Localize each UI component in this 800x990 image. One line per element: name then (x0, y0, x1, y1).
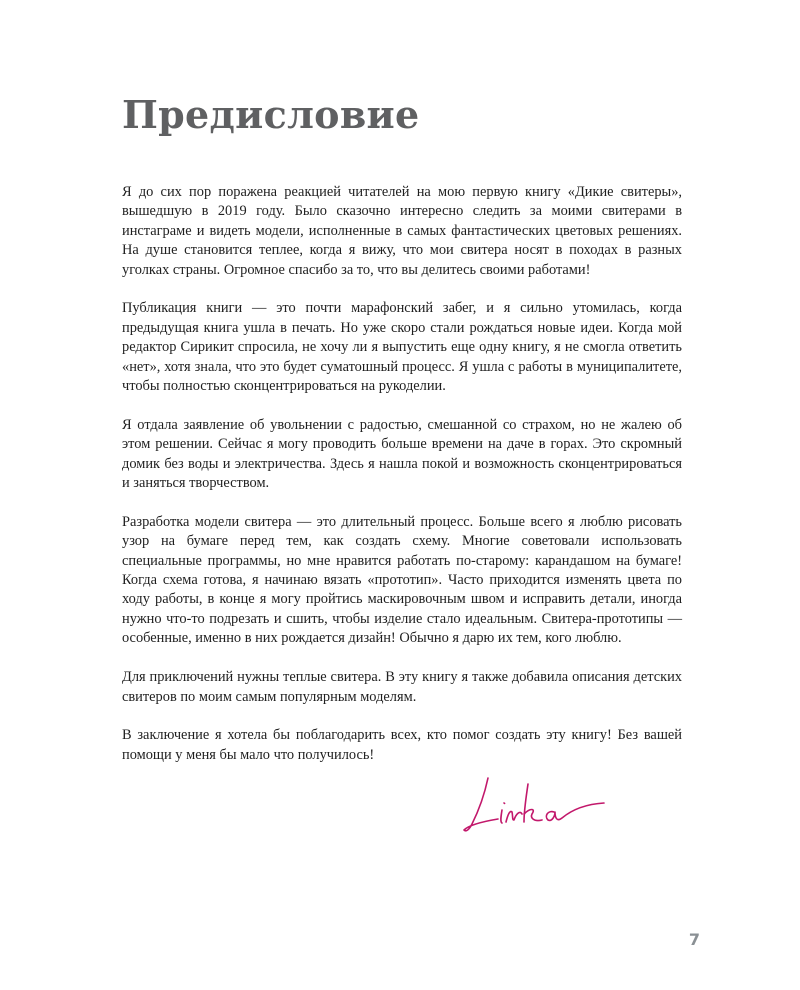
paragraph: Публикация книги — это почти марафонский забег, и я сильно утомилась, когда предыдущая книга ушла в печать. Но уже скоро стали рождаться новые идеи. Когда мой редактор Сирикит спросила, не хочу ли я выпустить еще одну книгу, я не смогла ответить «нет», хотя знала, что это будет суматошный процесс. Я ушла с работы в муниципалитете, чтобы полностью сконцентрироваться на рукоделии. (122, 300, 682, 395)
handwritten-signature (458, 770, 608, 840)
page-number: 7 (688, 930, 700, 949)
paragraph: Разработка модели свитера — это длительный процесс. Больше всего я люблю рисовать узор на бумаге перед тем, как создать схему. Многие советовали использовать специальные программы, но мне нравится работать по-старому: карандашом на бумаге! Когда схема готова, я начинаю вязать «прототип». Часто приходится изменять цвета по ходу работы, в конце я могу пройтись маскировочным швом и исправить детали, иногда нужно что-то подрезать и сшить, чтобы изделие стало идеальным. Свитера-прототипы — особенные, именно в них рождается дизайн! Обычно я дарю их тем, кого люблю. (122, 513, 682, 647)
paragraph: В заключение я хотела бы поблагодарить всех, кто помог создать эту книгу! Без вашей помощи у меня бы мало что получилось! (122, 727, 682, 763)
foreword-text (122, 183, 682, 785)
paragraph: Я отдала заявление об увольнении с радостью, смешанной со страхом, но не жалею об этом решении. Сейчас я могу проводить больше времени на даче в горах. Это скромный домик без воды и электричества. Здесь я нашла покой и возможность сконцентрироваться и заняться творчеством. (122, 416, 682, 492)
paragraph: Для приключений нужны теплые свитера. В эту книгу я также добавила описания детских свитеров по моим самым популярным моделям. (122, 669, 682, 705)
page-title: Предисловие (122, 92, 420, 137)
paragraph: Я до сих пор поражена реакцией читателей на мою первую книгу «Дикие свитеры», вышедшую в 2019 году. Было сказочно интересно следить за моими свитерами в инстаграме и видеть модели, исполненные в самых фантастических цветовых решениях. На душе становится теплее, когда я вижу, что мои свитера носят в походах в разных уголках страны. Огромное спасибо за то, что вы делитесь своими работами! (122, 184, 682, 278)
